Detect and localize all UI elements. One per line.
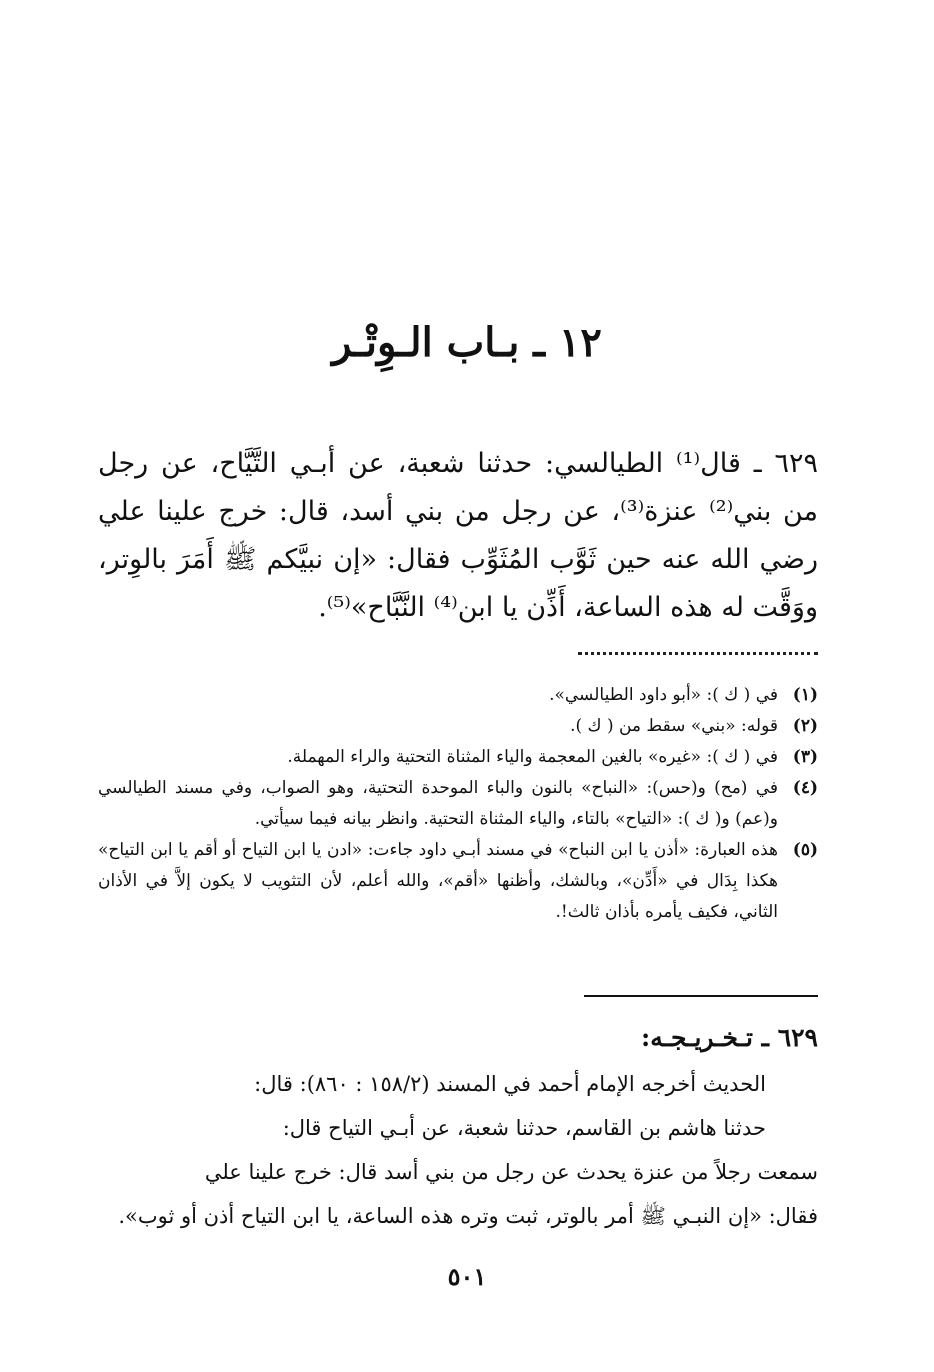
takhrij-line: الحديث أخرجه الإمام أحمد في المسند (١٥٨/٢ : ٨٦٠): قال:	[254, 1072, 766, 1096]
footnote-number: (٣)	[792, 747, 818, 767]
footnote	[98, 742, 818, 773]
takhrij-text	[98, 1062, 818, 1238]
footnote-text: في ( ك ): «أبو داود الطيالسي».	[549, 685, 778, 705]
footnote-text: في (مح) و(حس): «النباح» بالنون والباء الموحدة التحتية، وهو الصواب، وفي مسند الطيالسي و(عم) و( ك ): «التياح» بالتاء، والياء المثناة التحتية. وانظر بيانه فيما سيأتي.	[98, 778, 778, 829]
hadith-text: ٦٢٩ ـ قال⁽¹⁾ الطيالسي: حدثنا شعبة، عن أبـي التَّيَّاح، عن رجل من بني⁽²⁾ عنزة⁽³⁾، عن رجل من بني أسد، قال: خرج علينا علي رضي الله عنه حين ثَوَّب المُثَوِّب فقال: «إن نبيَّكم ﷺ أَمَرَ بالوِتر، ووَقَّت له هذه الساعة، أَذِّن يا ابن⁽⁴⁾ النَّبَّاح»⁽⁵⁾.	[98, 448, 818, 623]
footnote-text: في ( ك ): «غيره» بالغين المعجمة والياء المثناة التحتية والراء المهملة.	[287, 747, 778, 767]
footnote	[98, 773, 818, 835]
takhrij-line: حدثنا هاشم بن القاسم، حدثنا شعبة، عن أبـي التياح قال:	[282, 1116, 766, 1140]
footnote-text: قوله: «بني» سقط من ( ك ).	[570, 716, 778, 736]
footnote-number: (٥)	[792, 840, 818, 860]
takhrij-line: فقال: «إن النبـي ﷺ أمر بالوتر، ثبت وتره هذه الساعة، يا ابن التياح أذن أو ثوب».	[118, 1204, 818, 1228]
footnote	[98, 680, 818, 711]
section-divider	[584, 995, 818, 997]
footnote-number: (١)	[792, 685, 818, 705]
footnote	[98, 711, 818, 742]
takhrij-line: سمعت رجلاً من عنزة يحدث عن رجل من بني أسد قال: خرج علينا علي	[204, 1160, 818, 1184]
takhrij-heading: ٦٢٩ ـ تـخـريـجـه:	[641, 1023, 818, 1052]
chapter-title: ١٢ ـ بـاب الـوِتْـر	[332, 319, 602, 366]
page-number: ٥٠١	[447, 1262, 487, 1291]
footnote-number: (٤)	[792, 778, 818, 798]
footnote	[98, 835, 818, 928]
footnote-number: (٢)	[792, 716, 818, 736]
footnotes	[98, 680, 818, 928]
footnote-separator	[578, 652, 818, 655]
footnote-text: هذه العبارة: «أذن يا ابن النباح» في مسند أبـي داود جاءت: «ادن يا ابن التياح أو أقم يا ابن التياح» هكذا بِدَال في «أَدِّن»، وبالشك، وأظنها «أقم»، والله أعلم، لأن التثويب لا يكون إلاَّ في الأذان الثاني، فكيف يأمره بأذان ثالث!.	[98, 840, 778, 922]
